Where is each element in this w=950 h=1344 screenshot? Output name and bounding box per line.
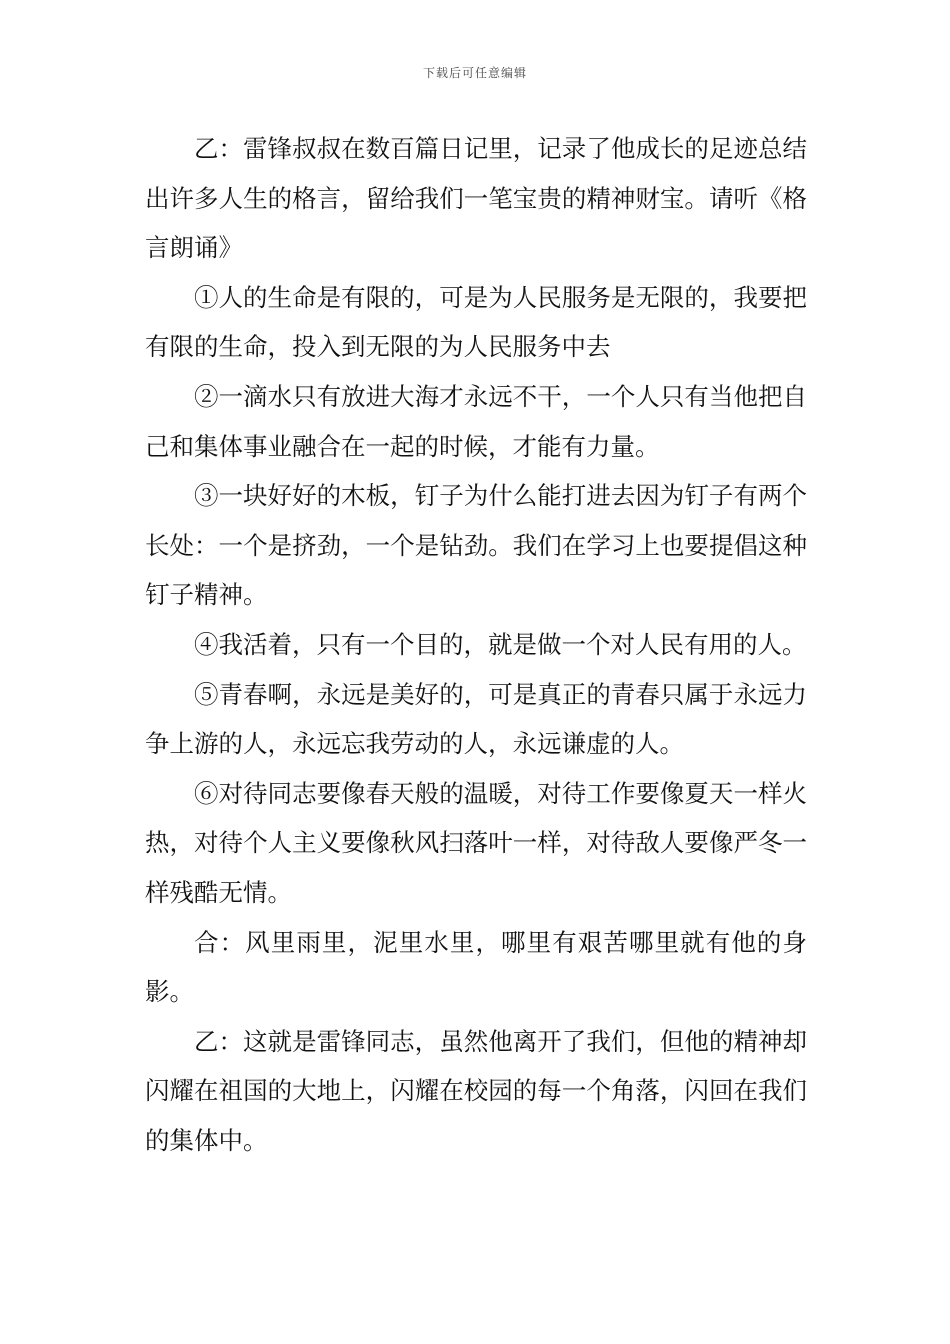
page-header-note: 下载后可任意编辑	[422, 66, 527, 80]
paragraph-motto-6: ⑥对待同志要像春天般的温暖，对待工作要像夏天一样火热，对待个人主义要像秋风扫落叶一样，对待敌人要像严冬一样残酷无情。	[145, 778, 807, 907]
paragraph-closing: 乙：这就是雷锋同志，虽然他离开了我们，但他的精神却闪耀在祖国的大地上，闪耀在校园的每一个角落，闪回在我们的集体中。	[145, 1026, 807, 1155]
paragraph-motto-5: ⑤青春啊，永远是美好的，可是真正的青春只属于永远力争上游的人，永远忘我劳动的人，永远谦虚的人。	[145, 679, 807, 759]
paragraph-chorus: 合：风里雨里，泥里水里，哪里有艰苦哪里就有他的身影。	[145, 927, 807, 1007]
paragraph-motto-4: ④我活着，只有一个目的，就是做一个对人民有用的人。	[194, 629, 807, 659]
paragraph-intro: 乙：雷锋叔叔在数百篇日记里，记录了他成长的足迹总结出许多人生的格言，留给我们一笔宝贵的精神财宝。请听《格言朗诵》	[145, 134, 807, 263]
paragraph-motto-3: ③一块好好的木板，钉子为什么能打进去因为钉子有两个长处：一个是挤劲，一个是钻劲。我们在学习上也要提倡这种钉子精神。	[145, 481, 807, 610]
paragraph-motto-2: ②一滴水只有放进大海才永远不干，一个人只有当他把自己和集体事业融合在一起的时候，才能有力量。	[145, 381, 807, 461]
document-body	[145, 124, 807, 1165]
paragraph-motto-1: ①人的生命是有限的，可是为人民服务是无限的，我要把有限的生命，投入到无限的为人民服务中去	[145, 282, 807, 362]
